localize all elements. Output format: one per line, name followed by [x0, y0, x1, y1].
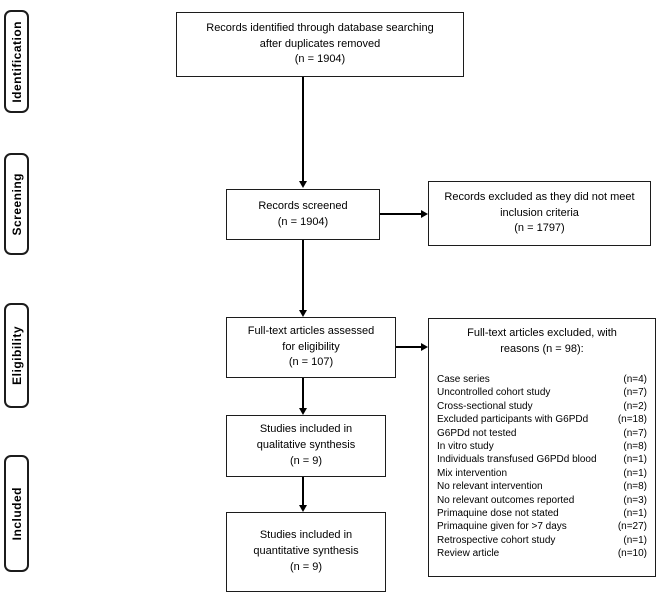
quantitative-synthesis-box	[226, 512, 386, 592]
quantitative-synthesis-line2: quantitative synthesis	[253, 545, 359, 558]
exclusion-reason-label: Primaquine given for >7 days	[437, 521, 567, 533]
exclusion-reason-count: (n=7)	[623, 387, 647, 399]
qualitative-synthesis-line1: Studies included in	[259, 423, 353, 436]
records-identified-count: (n = 1904)	[294, 53, 346, 66]
exclusion-reason-row	[437, 467, 647, 480]
records-excluded-line1: Records excluded as they did not meet	[444, 190, 635, 203]
exclusion-reason-row	[437, 547, 647, 560]
stage-label-screening	[4, 153, 29, 255]
exclusion-reason-label: Retrospective cohort study	[437, 534, 556, 546]
qualitative-synthesis-box	[226, 415, 386, 477]
exclusion-reason-count: (n=2)	[623, 400, 647, 412]
quantitative-synthesis-line1: Studies included in	[259, 529, 353, 542]
exclusion-reason-count: (n=8)	[623, 440, 647, 452]
arrow-down-qualitative-to-quantitative-icon	[302, 477, 304, 505]
exclusion-reason-row	[437, 520, 647, 533]
arrow-down-screened-to-fulltext-icon	[302, 240, 304, 310]
exclusion-reason-label: Individuals transfused G6PDd blood	[437, 454, 597, 466]
exclusion-reason-label: Mix intervention	[437, 467, 508, 479]
fulltext-assessed-box	[226, 317, 396, 378]
exclusion-reason-count: (n=3)	[623, 494, 647, 506]
exclusion-reason-count: (n=18)	[617, 414, 647, 426]
stage-label-screening-text: Screening	[9, 172, 24, 236]
exclusion-reason-count: (n=1)	[623, 534, 647, 546]
exclusion-reason-label: Excluded participants with G6PDd	[437, 414, 589, 426]
stage-label-identification-text: Identification	[9, 20, 24, 103]
records-screened-line1: Records screened	[258, 199, 348, 212]
exclusion-reason-count: (n=7)	[623, 427, 647, 439]
exclusion-reason-row	[437, 440, 647, 453]
stage-label-included-text: Included	[9, 486, 24, 541]
exclusion-reason-label: Case series	[437, 373, 490, 385]
fulltext-excluded-box	[428, 318, 656, 577]
exclusion-reason-row	[437, 534, 647, 547]
exclusion-reason-row	[437, 453, 647, 466]
stage-label-eligibility	[4, 303, 29, 408]
records-screened-box	[226, 189, 380, 240]
fulltext-excluded-title	[437, 326, 647, 358]
exclusion-reason-count: (n=1)	[623, 467, 647, 479]
exclusion-reason-label: Primaquine dose not stated	[437, 507, 559, 519]
exclusion-reason-count: (n=4)	[623, 373, 647, 385]
qualitative-synthesis-line2: qualitative synthesis	[256, 439, 356, 452]
fulltext-assessed-line2: for eligibility	[282, 340, 340, 353]
exclusion-reason-count: (n=8)	[623, 481, 647, 493]
exclusion-reason-row	[437, 494, 647, 507]
records-identified-line1: Records identified through database searching	[206, 21, 434, 34]
exclusion-reasons-list	[437, 373, 647, 561]
exclusion-reason-row	[437, 386, 647, 399]
exclusion-reason-count: (n=10)	[617, 548, 647, 560]
exclusion-reason-label: No relevant outcomes reported	[437, 494, 575, 506]
stage-label-identification	[4, 10, 29, 113]
exclusion-reason-row	[437, 507, 647, 520]
fulltext-assessed-count: (n = 107)	[288, 356, 334, 369]
exclusion-reason-label: Review article	[437, 548, 500, 560]
exclusion-reason-row	[437, 480, 647, 493]
stage-label-included	[4, 455, 29, 572]
exclusion-reason-row	[437, 427, 647, 440]
stage-label-eligibility-text: Eligibility	[9, 326, 24, 385]
records-screened-count: (n = 1904)	[277, 215, 329, 228]
records-excluded-box	[428, 181, 651, 246]
exclusion-reason-count: (n=1)	[623, 454, 647, 466]
exclusion-reason-count: (n=27)	[617, 521, 647, 533]
quantitative-synthesis-count: (n = 9)	[289, 560, 323, 573]
records-excluded-count: (n = 1797)	[514, 222, 565, 235]
exclusion-reason-row	[437, 400, 647, 413]
exclusion-reason-row	[437, 413, 647, 426]
exclusion-reason-count: (n=1)	[623, 507, 647, 519]
arrow-right-fulltext-to-excluded-icon	[396, 346, 421, 348]
exclusion-reason-label: In vitro study	[437, 440, 494, 452]
records-excluded-line2: inclusion criteria	[500, 206, 579, 219]
records-identified-box	[176, 12, 464, 77]
arrow-down-identified-to-screened-icon	[302, 77, 304, 181]
fulltext-assessed-line1: Full-text articles assessed	[247, 324, 375, 337]
records-identified-line2: after duplicates removed	[259, 37, 381, 50]
fulltext-excluded-title-line1: Full-text articles excluded, with	[467, 327, 617, 339]
exclusion-reason-label: Uncontrolled cohort study	[437, 387, 551, 399]
exclusion-reason-label: Cross-sectional study	[437, 400, 533, 412]
exclusion-reason-label: G6PDd not tested	[437, 427, 517, 439]
exclusion-reason-row	[437, 373, 647, 386]
qualitative-synthesis-count: (n = 9)	[289, 454, 323, 467]
fulltext-excluded-title-line2: reasons (n = 98):	[500, 342, 584, 355]
arrow-right-screened-to-excluded-icon	[380, 213, 421, 215]
arrow-down-fulltext-to-qualitative-icon	[302, 378, 304, 408]
exclusion-reason-label: No relevant intervention	[437, 481, 543, 493]
